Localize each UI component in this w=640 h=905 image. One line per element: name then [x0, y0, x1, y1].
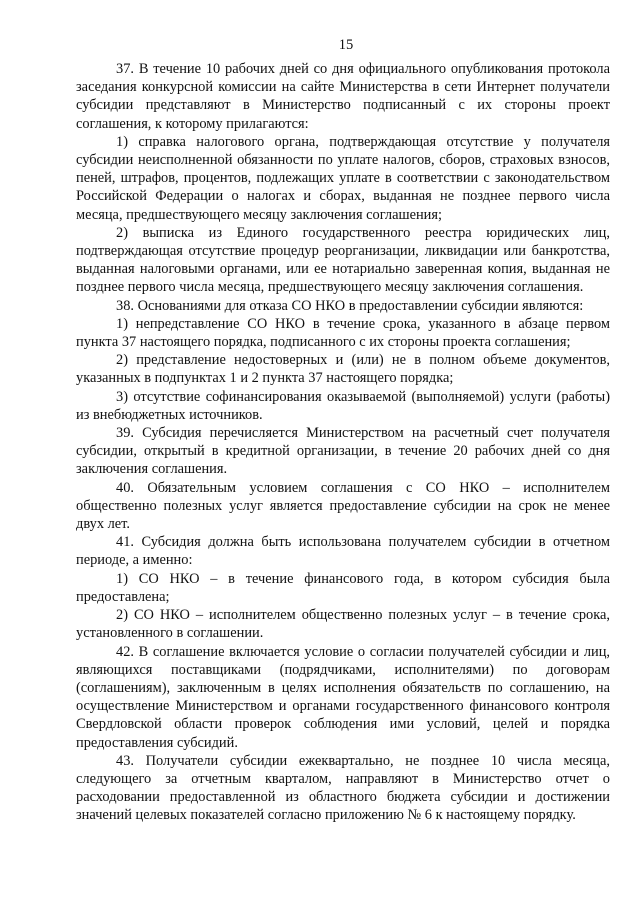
- paragraph-43: 43. Получатели субсидии ежеквартально, не позднее 10 числа месяца, следующего за отчетным кварталом, направляют в Министерство отчет о расходовании предоставленной из областного бюджета субсидии и достижении значений целевых показателей согласно приложению № 6 к настоящему порядку.: [76, 752, 610, 824]
- paragraph-37-item-1: 1) справка налогового органа, подтверждающая отсутствие у получателя субсидии неисполненной обязанности по уплате налогов, сборов, страховых взносов, пеней, штрафов, процентов, подлежащих уплате в соответствии с законодательством Российской Федерации о налогах и сборах, выданная не позднее первого числа месяца, предшествующего месяцу заключения соглашения;: [76, 133, 610, 223]
- paragraph-38-item-3: 3) отсутствие софинансирования оказываемой (выполняемой) услуги (работы) из внебюджетных источников.: [76, 388, 610, 423]
- paragraph-42: 42. В соглашение включается условие о согласии получателей субсидии и лиц, являющихся поставщиками (подрядчиками, исполнителями) по договорам (соглашениям), заключенным в целях исполнения обязательств по соглашению, на осуществление Министерством и органами государственного финансового контроля Свердловской области проверок соблюдения ими условий, целей и порядка предоставления субсидий.: [76, 643, 610, 751]
- page-number: 15: [338, 37, 354, 53]
- paragraph-37: 37. В течение 10 рабочих дней со дня официального опубликования протокола заседания конкурсной комиссии на сайте Министерства в сети Интернет получатели субсидии представляют в Министерство подписанный с их стороны проект соглашения, к которому прилагаются:: [76, 61, 610, 132]
- paragraph-38: 38. Основаниями для отказа СО НКО в предоставлении субсидии являются:: [116, 297, 584, 314]
- paragraph-41-item-1: 1) СО НКО – в течение финансового года, в котором субсидия была предоставлена;: [76, 570, 610, 605]
- paragraph-41: 41. Субсидия должна быть использована получателем субсидии в отчетном периоде, а именно:: [76, 534, 610, 569]
- paragraph-41-item-2: 2) СО НКО – исполнителем общественно полезных услуг – в течение срока, установленного в соглашении.: [76, 607, 610, 642]
- paragraph-38-item-1: 1) непредставление СО НКО в течение срока, указанного в абзаце первом пункта 37 настоящего порядка, подписанного с их стороны проекта соглашения;: [76, 315, 610, 351]
- paragraph-38-item-2: 2) представление недостоверных и (или) не в полном объеме документов, указанных в подпунктах 1 и 2 пункта 37 настоящего порядка;: [76, 352, 610, 387]
- paragraph-39: 39. Субсидия перечисляется Министерством на расчетный счет получателя субсидии, открытый в кредитной организации, в течение 20 рабочих дней со дня заключения соглашения.: [76, 425, 610, 478]
- paragraph-37-item-2: 2) выписка из Единого государственного реестра юридических лиц, подтверждающая отсутствие процедур реорганизации, ликвидации или банкротства, выданная налоговыми органами, или ее нотариально заверенная копия, выданная не позднее первого числа месяца, предшествующего месяцу заключения соглашения.: [76, 224, 610, 296]
- paragraph-40: 40. Обязательным условием соглашения с СО НКО – исполнителем общественно полезных услуг является предоставление субсидии на срок не менее двух лет.: [76, 479, 610, 533]
